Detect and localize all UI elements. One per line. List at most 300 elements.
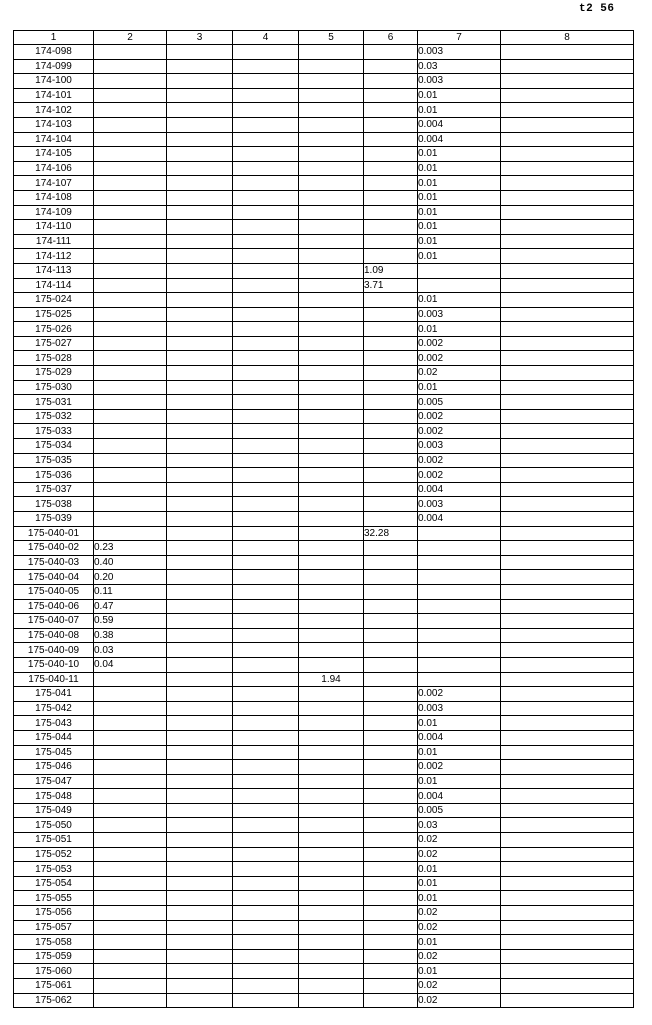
value-cell bbox=[167, 439, 233, 454]
value-cell bbox=[233, 234, 299, 249]
value-cell bbox=[299, 730, 364, 745]
value-cell bbox=[501, 833, 634, 848]
value-cell bbox=[299, 132, 364, 147]
value-cell bbox=[167, 263, 233, 278]
value-cell bbox=[167, 278, 233, 293]
value-cell bbox=[233, 716, 299, 731]
value-cell bbox=[418, 628, 501, 643]
value-cell bbox=[167, 512, 233, 527]
data-table bbox=[13, 30, 634, 1008]
value-cell bbox=[233, 628, 299, 643]
sample-id-cell: 175-043 bbox=[14, 716, 94, 731]
value-cell bbox=[299, 351, 364, 366]
value-cell: 0.004 bbox=[418, 789, 501, 804]
value-cell bbox=[94, 424, 167, 439]
value-cell bbox=[364, 351, 418, 366]
value-cell bbox=[364, 249, 418, 264]
value-cell bbox=[233, 570, 299, 585]
value-cell bbox=[501, 220, 634, 235]
sample-id-cell: 175-056 bbox=[14, 906, 94, 921]
value-cell: 0.003 bbox=[418, 701, 501, 716]
table-row bbox=[14, 351, 634, 366]
value-cell bbox=[364, 293, 418, 308]
sample-id-cell: 174-103 bbox=[14, 117, 94, 132]
value-cell bbox=[299, 833, 364, 848]
column-header: 3 bbox=[167, 31, 233, 45]
value-cell bbox=[167, 336, 233, 351]
value-cell bbox=[167, 818, 233, 833]
value-cell bbox=[501, 88, 634, 103]
value-cell bbox=[299, 249, 364, 264]
sample-id-cell: 174-110 bbox=[14, 220, 94, 235]
sample-id-cell: 175-040-08 bbox=[14, 628, 94, 643]
value-cell bbox=[299, 993, 364, 1008]
value-cell bbox=[94, 920, 167, 935]
value-cell bbox=[233, 147, 299, 162]
value-cell: 0.002 bbox=[418, 351, 501, 366]
value-cell bbox=[299, 380, 364, 395]
value-cell bbox=[364, 774, 418, 789]
value-cell bbox=[364, 322, 418, 337]
table-row bbox=[14, 730, 634, 745]
value-cell bbox=[364, 541, 418, 556]
value-cell: 0.02 bbox=[418, 920, 501, 935]
value-cell bbox=[94, 687, 167, 702]
value-cell bbox=[233, 847, 299, 862]
value-cell bbox=[167, 293, 233, 308]
table-row bbox=[14, 336, 634, 351]
value-cell: 0.02 bbox=[418, 833, 501, 848]
value-cell bbox=[299, 74, 364, 89]
sample-id-cell: 174-108 bbox=[14, 190, 94, 205]
value-cell bbox=[364, 745, 418, 760]
table-row bbox=[14, 59, 634, 74]
value-cell: 0.59 bbox=[94, 614, 167, 629]
value-cell: 0.002 bbox=[418, 409, 501, 424]
value-cell bbox=[364, 949, 418, 964]
page-number: t2 56 bbox=[579, 3, 615, 15]
value-cell bbox=[167, 643, 233, 658]
value-cell bbox=[94, 847, 167, 862]
value-cell bbox=[299, 147, 364, 162]
table-row bbox=[14, 789, 634, 804]
value-cell bbox=[364, 555, 418, 570]
value-cell bbox=[501, 322, 634, 337]
sample-id-cell: 175-046 bbox=[14, 760, 94, 775]
sample-id-cell: 175-040-05 bbox=[14, 584, 94, 599]
value-cell bbox=[501, 920, 634, 935]
value-cell: 0.004 bbox=[418, 117, 501, 132]
value-cell bbox=[233, 979, 299, 994]
value-cell bbox=[501, 482, 634, 497]
value-cell bbox=[501, 263, 634, 278]
value-cell bbox=[501, 730, 634, 745]
value-cell: 0.38 bbox=[94, 628, 167, 643]
value-cell bbox=[94, 876, 167, 891]
value-cell bbox=[299, 541, 364, 556]
value-cell bbox=[364, 336, 418, 351]
value-cell: 0.002 bbox=[418, 760, 501, 775]
table-row bbox=[14, 293, 634, 308]
value-cell: 0.40 bbox=[94, 555, 167, 570]
value-cell bbox=[501, 541, 634, 556]
value-cell bbox=[501, 468, 634, 483]
value-cell bbox=[364, 468, 418, 483]
value-cell bbox=[233, 45, 299, 60]
value-cell: 0.004 bbox=[418, 512, 501, 527]
value-cell bbox=[418, 570, 501, 585]
value-cell bbox=[501, 351, 634, 366]
value-cell bbox=[501, 380, 634, 395]
table-body bbox=[14, 45, 634, 1008]
sample-id-cell: 174-098 bbox=[14, 45, 94, 60]
value-cell: 0.01 bbox=[418, 716, 501, 731]
value-cell: 0.005 bbox=[418, 803, 501, 818]
value-cell bbox=[233, 322, 299, 337]
sample-id-cell: 175-055 bbox=[14, 891, 94, 906]
value-cell bbox=[233, 482, 299, 497]
table-row bbox=[14, 935, 634, 950]
value-cell bbox=[167, 541, 233, 556]
table-row bbox=[14, 541, 634, 556]
value-cell bbox=[364, 730, 418, 745]
value-cell bbox=[364, 424, 418, 439]
value-cell bbox=[364, 920, 418, 935]
sample-id-cell: 175-040-01 bbox=[14, 526, 94, 541]
value-cell bbox=[299, 220, 364, 235]
value-cell bbox=[94, 906, 167, 921]
table-row bbox=[14, 45, 634, 60]
value-cell bbox=[299, 643, 364, 658]
sample-id-cell: 174-105 bbox=[14, 147, 94, 162]
value-cell bbox=[94, 716, 167, 731]
value-cell bbox=[501, 190, 634, 205]
table-row bbox=[14, 263, 634, 278]
value-cell: 3.71 bbox=[364, 278, 418, 293]
table-row bbox=[14, 993, 634, 1008]
value-cell: 0.47 bbox=[94, 599, 167, 614]
value-cell bbox=[94, 891, 167, 906]
value-cell bbox=[233, 906, 299, 921]
value-cell bbox=[418, 657, 501, 672]
value-cell bbox=[501, 249, 634, 264]
value-cell bbox=[501, 205, 634, 220]
value-cell bbox=[94, 774, 167, 789]
value-cell bbox=[167, 205, 233, 220]
value-cell bbox=[299, 628, 364, 643]
value-cell: 0.04 bbox=[94, 657, 167, 672]
value-cell bbox=[299, 701, 364, 716]
value-cell bbox=[167, 395, 233, 410]
value-cell bbox=[299, 920, 364, 935]
value-cell bbox=[501, 439, 634, 454]
value-cell bbox=[299, 949, 364, 964]
sample-id-cell: 174-101 bbox=[14, 88, 94, 103]
value-cell: 0.01 bbox=[418, 876, 501, 891]
value-cell bbox=[364, 935, 418, 950]
value-cell: 0.003 bbox=[418, 497, 501, 512]
table-row bbox=[14, 220, 634, 235]
sample-id-cell: 175-024 bbox=[14, 293, 94, 308]
value-cell bbox=[418, 599, 501, 614]
column-header: 1 bbox=[14, 31, 94, 45]
sample-id-cell: 175-027 bbox=[14, 336, 94, 351]
value-cell bbox=[233, 380, 299, 395]
table-row bbox=[14, 657, 634, 672]
table-row bbox=[14, 497, 634, 512]
value-cell bbox=[233, 599, 299, 614]
value-cell bbox=[299, 570, 364, 585]
value-cell bbox=[299, 59, 364, 74]
table-row bbox=[14, 147, 634, 162]
value-cell: 0.03 bbox=[418, 59, 501, 74]
value-cell bbox=[233, 745, 299, 760]
value-cell bbox=[94, 147, 167, 162]
table-row bbox=[14, 760, 634, 775]
sample-id-cell: 175-038 bbox=[14, 497, 94, 512]
table-row bbox=[14, 482, 634, 497]
value-cell bbox=[94, 263, 167, 278]
value-cell bbox=[299, 88, 364, 103]
sample-id-cell: 174-112 bbox=[14, 249, 94, 264]
value-cell: 0.01 bbox=[418, 745, 501, 760]
value-cell bbox=[233, 439, 299, 454]
value-cell bbox=[94, 190, 167, 205]
value-cell bbox=[299, 716, 364, 731]
value-cell bbox=[94, 482, 167, 497]
value-cell bbox=[501, 862, 634, 877]
value-cell bbox=[94, 439, 167, 454]
value-cell bbox=[167, 409, 233, 424]
value-cell bbox=[364, 103, 418, 118]
table-row bbox=[14, 862, 634, 877]
value-cell bbox=[299, 818, 364, 833]
table-row bbox=[14, 833, 634, 848]
value-cell bbox=[167, 351, 233, 366]
sample-id-cell: 175-058 bbox=[14, 935, 94, 950]
value-cell bbox=[167, 847, 233, 862]
value-cell: 1.94 bbox=[299, 672, 364, 687]
value-cell bbox=[94, 672, 167, 687]
value-cell bbox=[94, 760, 167, 775]
value-cell bbox=[501, 424, 634, 439]
value-cell bbox=[299, 862, 364, 877]
value-cell bbox=[94, 512, 167, 527]
value-cell bbox=[501, 847, 634, 862]
sample-id-cell: 174-107 bbox=[14, 176, 94, 191]
table-row bbox=[14, 395, 634, 410]
value-cell bbox=[233, 453, 299, 468]
value-cell: 0.01 bbox=[418, 161, 501, 176]
value-cell bbox=[501, 760, 634, 775]
value-cell bbox=[167, 774, 233, 789]
value-cell bbox=[501, 336, 634, 351]
value-cell bbox=[299, 424, 364, 439]
value-cell bbox=[364, 45, 418, 60]
value-cell bbox=[94, 526, 167, 541]
value-cell bbox=[299, 176, 364, 191]
value-cell bbox=[233, 161, 299, 176]
value-cell bbox=[501, 132, 634, 147]
value-cell bbox=[94, 862, 167, 877]
value-cell bbox=[167, 760, 233, 775]
table-row bbox=[14, 132, 634, 147]
sample-id-cell: 175-040-02 bbox=[14, 541, 94, 556]
value-cell bbox=[233, 584, 299, 599]
value-cell: 0.004 bbox=[418, 132, 501, 147]
value-cell bbox=[364, 687, 418, 702]
value-cell bbox=[501, 512, 634, 527]
value-cell bbox=[94, 103, 167, 118]
value-cell bbox=[299, 657, 364, 672]
table-row bbox=[14, 745, 634, 760]
table-row bbox=[14, 117, 634, 132]
value-cell bbox=[94, 293, 167, 308]
value-cell bbox=[94, 468, 167, 483]
header-row bbox=[14, 31, 634, 45]
value-cell bbox=[233, 818, 299, 833]
value-cell bbox=[167, 599, 233, 614]
table-row bbox=[14, 468, 634, 483]
value-cell bbox=[299, 117, 364, 132]
value-cell bbox=[501, 949, 634, 964]
column-header: 8 bbox=[501, 31, 634, 45]
value-cell bbox=[501, 745, 634, 760]
sample-id-cell: 175-026 bbox=[14, 322, 94, 337]
value-cell bbox=[364, 482, 418, 497]
value-cell bbox=[501, 628, 634, 643]
value-cell bbox=[233, 774, 299, 789]
value-cell bbox=[167, 322, 233, 337]
sample-id-cell: 175-039 bbox=[14, 512, 94, 527]
value-cell bbox=[233, 730, 299, 745]
value-cell bbox=[364, 453, 418, 468]
sample-id-cell: 175-031 bbox=[14, 395, 94, 410]
sample-id-cell: 175-029 bbox=[14, 366, 94, 381]
value-cell bbox=[167, 657, 233, 672]
value-cell: 0.02 bbox=[418, 847, 501, 862]
table-row bbox=[14, 526, 634, 541]
value-cell bbox=[501, 293, 634, 308]
value-cell bbox=[418, 584, 501, 599]
value-cell bbox=[364, 847, 418, 862]
value-cell bbox=[233, 205, 299, 220]
value-cell bbox=[501, 366, 634, 381]
value-cell bbox=[418, 643, 501, 658]
value-cell bbox=[299, 234, 364, 249]
value-cell bbox=[364, 993, 418, 1008]
value-cell bbox=[364, 59, 418, 74]
value-cell bbox=[94, 935, 167, 950]
value-cell bbox=[94, 205, 167, 220]
value-cell bbox=[299, 468, 364, 483]
value-cell bbox=[299, 453, 364, 468]
table-row bbox=[14, 322, 634, 337]
table-row bbox=[14, 628, 634, 643]
value-cell bbox=[501, 803, 634, 818]
value-cell bbox=[167, 672, 233, 687]
value-cell bbox=[364, 307, 418, 322]
value-cell bbox=[501, 409, 634, 424]
value-cell: 0.003 bbox=[418, 74, 501, 89]
sample-id-cell: 174-106 bbox=[14, 161, 94, 176]
value-cell bbox=[501, 161, 634, 176]
value-cell bbox=[299, 745, 364, 760]
value-cell bbox=[233, 876, 299, 891]
table-row bbox=[14, 891, 634, 906]
value-cell bbox=[233, 614, 299, 629]
sample-id-cell: 175-042 bbox=[14, 701, 94, 716]
value-cell bbox=[501, 643, 634, 658]
table-row bbox=[14, 584, 634, 599]
value-cell bbox=[501, 555, 634, 570]
value-cell bbox=[501, 584, 634, 599]
value-cell bbox=[364, 891, 418, 906]
value-cell bbox=[233, 190, 299, 205]
table-row bbox=[14, 672, 634, 687]
value-cell bbox=[167, 453, 233, 468]
value-cell bbox=[233, 366, 299, 381]
table-row bbox=[14, 88, 634, 103]
value-cell bbox=[501, 599, 634, 614]
sample-id-cell: 174-102 bbox=[14, 103, 94, 118]
value-cell bbox=[501, 687, 634, 702]
value-cell bbox=[501, 774, 634, 789]
value-cell bbox=[364, 862, 418, 877]
value-cell bbox=[167, 220, 233, 235]
value-cell bbox=[364, 584, 418, 599]
value-cell bbox=[94, 745, 167, 760]
value-cell bbox=[94, 132, 167, 147]
value-cell bbox=[233, 351, 299, 366]
value-cell bbox=[167, 526, 233, 541]
value-cell bbox=[501, 278, 634, 293]
value-cell: 32.28 bbox=[364, 526, 418, 541]
value-cell bbox=[501, 935, 634, 950]
value-cell bbox=[501, 906, 634, 921]
value-cell bbox=[364, 132, 418, 147]
value-cell bbox=[299, 584, 364, 599]
value-cell bbox=[364, 964, 418, 979]
value-cell bbox=[167, 88, 233, 103]
table-row bbox=[14, 409, 634, 424]
value-cell bbox=[364, 818, 418, 833]
value-cell bbox=[364, 599, 418, 614]
table-row bbox=[14, 818, 634, 833]
value-cell bbox=[364, 979, 418, 994]
value-cell bbox=[501, 614, 634, 629]
value-cell: 0.02 bbox=[418, 906, 501, 921]
sample-id-cell: 174-100 bbox=[14, 74, 94, 89]
value-cell bbox=[233, 789, 299, 804]
value-cell bbox=[94, 453, 167, 468]
table-row bbox=[14, 424, 634, 439]
sample-id-cell: 175-040-04 bbox=[14, 570, 94, 585]
value-cell bbox=[233, 132, 299, 147]
value-cell bbox=[364, 439, 418, 454]
value-cell bbox=[364, 161, 418, 176]
table-row bbox=[14, 614, 634, 629]
value-cell bbox=[364, 380, 418, 395]
value-cell bbox=[364, 205, 418, 220]
value-cell bbox=[94, 964, 167, 979]
table-row bbox=[14, 161, 634, 176]
sample-id-cell: 175-033 bbox=[14, 424, 94, 439]
value-cell bbox=[364, 614, 418, 629]
value-cell bbox=[299, 891, 364, 906]
value-cell bbox=[418, 278, 501, 293]
value-cell bbox=[233, 862, 299, 877]
